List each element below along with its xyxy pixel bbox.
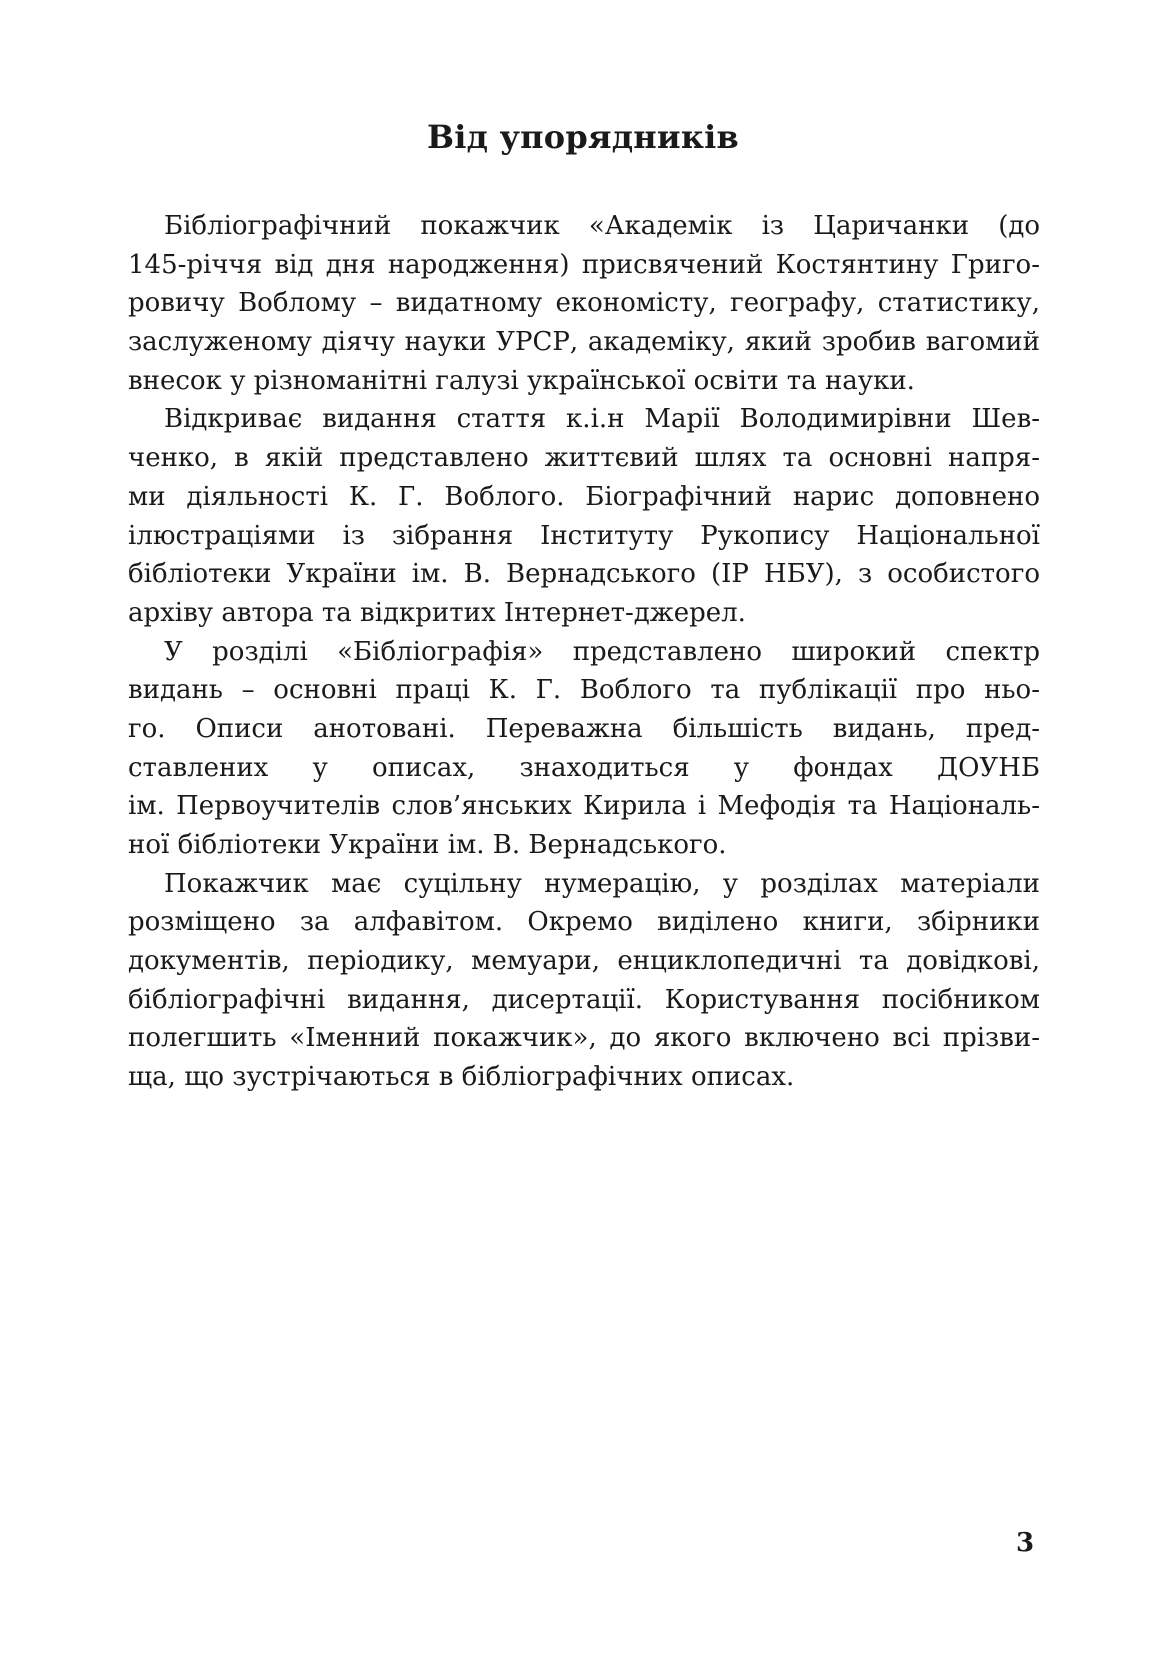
paragraph-4: [128, 865, 1040, 1097]
paragraph-1: [128, 207, 1040, 400]
text-line: документів, періодику, мемуари, енциклопедичні та довідкові,: [128, 946, 1040, 977]
page-title: Від упорядників: [427, 118, 739, 156]
text-line: ім. Первоучителів слов’янських Кирила і Мефодія та Національ-: [128, 791, 1040, 822]
text-line: бібліографічні видання, дисертації. Користування посібником: [128, 984, 1040, 1015]
text-line: ровичу Воблому – видатному економісту, географу, статистику,: [128, 288, 1040, 319]
text-line: ілюстраціями із зібрання Інституту Рукопису Національної: [128, 520, 1040, 551]
text-line: ної бібліотеки України ім. В. Вернадського.: [128, 830, 727, 860]
text-line: ща, що зустрічаються в бібліографічних описах.: [128, 1062, 795, 1093]
text-line: видань – основні праці К. Г. Воблого та публікації про ньо-: [128, 675, 1040, 706]
text-line: Відкриває видання стаття к.і.н Марії Володимирівни Шев-: [164, 404, 1040, 435]
text-line: У розділі «Бібліографія» представлено широкий спектр: [164, 636, 1040, 667]
text-line: внесок у різноманітні галузі української освіти та науки.: [128, 365, 915, 396]
text-line: заслуженому діячу науки УРСР, академіку, який зробив вагомий: [128, 327, 1040, 358]
text-line: 145-річчя від дня народження) присвячений Костянтину Григо-: [128, 249, 1040, 280]
text-line: ми діяльності К. Г. Воблого. Біографічний нарис доповнено: [128, 481, 1040, 512]
text-line: бібліотеки України ім. В. Вернадського (ІР НБУ), з особистого: [128, 559, 1040, 590]
paragraph-2: [128, 400, 1040, 632]
text-line: Бібліографічний покажчик «Академік із Царичанки (до: [164, 211, 1040, 241]
body-text: [128, 207, 1040, 1097]
paragraph-3: [128, 633, 1040, 865]
text-line: Покажчик має суцільну нумерацію, у розділах матеріали: [164, 868, 1040, 899]
text-line: розміщено за алфавітом. Окремо виділено книги, збірники: [128, 907, 1040, 938]
text-line: архіву автора та відкритих Інтернет-джерел.: [128, 597, 746, 628]
text-line: ченко, в якій представлено життєвий шлях та основні напря-: [128, 443, 1040, 474]
text-line: полегшить «Іменний покажчик», до якого включено всі прізви-: [128, 1023, 1040, 1054]
page-number: 3: [1016, 1528, 1035, 1558]
text-line: го. Описи анотовані. Переважна більшість видань, пред-: [128, 713, 1040, 744]
text-line: ставлених у описах, знаходиться у фондах ДОУНБ: [128, 752, 1040, 783]
